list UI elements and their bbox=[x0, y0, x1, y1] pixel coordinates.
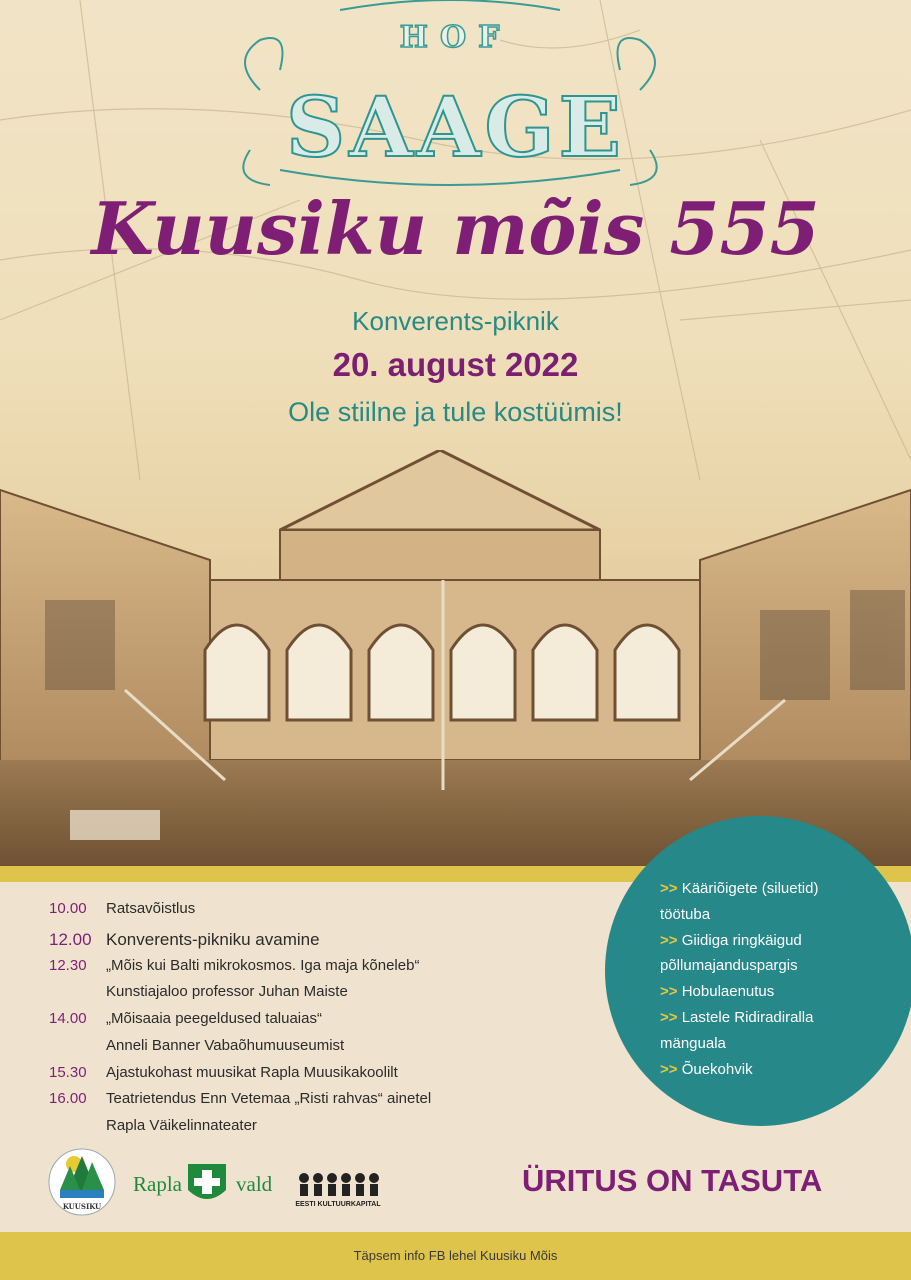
bullet-icon: >> bbox=[660, 1060, 678, 1078]
schedule-row bbox=[49, 900, 609, 923]
rapla-vald-logo bbox=[133, 1164, 273, 1199]
bullet-icon: >> bbox=[660, 880, 678, 897]
kultuurkapital-logo bbox=[295, 1173, 381, 1208]
schedule-detail: Kunstiajaloo professor Juhan Maiste bbox=[106, 983, 348, 1000]
kultuurkapital-text: EESTI KULTUURKAPITAL bbox=[295, 1201, 381, 1208]
schedule-time: 15.30 bbox=[49, 1064, 87, 1081]
schedule-event: Konverents-pikniku avamine bbox=[106, 930, 320, 949]
activities-list bbox=[660, 876, 870, 1082]
schedule-row bbox=[49, 930, 609, 957]
schedule-time: 14.00 bbox=[49, 1010, 87, 1027]
schedule-time: 10.00 bbox=[49, 900, 87, 917]
bullet-icon: >> bbox=[660, 1008, 678, 1026]
kuusiku-logo bbox=[49, 1149, 115, 1215]
kuusiku-logo-text: KUUSIKU bbox=[62, 1202, 102, 1211]
schedule-row bbox=[49, 957, 609, 983]
event-title: Kuusiku mõis 555 bbox=[91, 186, 820, 271]
bullet-icon: >> bbox=[660, 931, 678, 949]
event-subtitle: Konverents-piknik bbox=[352, 306, 559, 336]
event-motto: Ole stiilne ja tule kostüümis! bbox=[288, 397, 623, 427]
schedule-event: „Mõisaaia peegeldused taluaias“ bbox=[106, 1010, 322, 1027]
saage-heading: SAAGE bbox=[286, 80, 625, 176]
schedule-event: Ratsavõistlus bbox=[106, 900, 196, 917]
schedule-time: 12.00 bbox=[49, 930, 92, 949]
vald-text: vald bbox=[236, 1172, 273, 1196]
schedule bbox=[49, 898, 609, 1144]
schedule-row bbox=[49, 1090, 609, 1117]
activity-item: >> Giidiga ringkäigud põllumajanduspargis bbox=[660, 931, 802, 975]
bullet-icon: >> bbox=[660, 983, 678, 1001]
sponsor-logos bbox=[48, 1146, 388, 1220]
schedule-event: „Mõis kui Balti mikrokosmos. Iga maja kõneleb“ bbox=[106, 957, 420, 974]
schedule-detail: Anneli Banner Vabaõhumuuseumist bbox=[106, 1037, 345, 1054]
event-date: 20. august 2022 bbox=[332, 346, 579, 383]
rapla-text: Rapla bbox=[133, 1172, 182, 1196]
schedule-time: 16.00 bbox=[49, 1090, 87, 1107]
activity-item: >> Hobulaenutus bbox=[660, 983, 775, 1001]
manor-house-image bbox=[0, 450, 911, 866]
schedule-row bbox=[49, 1010, 609, 1037]
activity-item: >> Õuekohvik bbox=[660, 1060, 753, 1078]
footer-info: Täpsem info FB lehel Kuusiku Mõis bbox=[0, 1232, 911, 1280]
activity-item: >> Kääriõigete (siluetid) töötuba bbox=[660, 880, 819, 923]
schedule-event: Teatrietendus Enn Vetemaa „Risti rahvas“ ainetel bbox=[106, 1090, 432, 1107]
free-entry-text: ÜRITUS ON TASUTA bbox=[522, 1163, 823, 1198]
schedule-row bbox=[49, 1064, 609, 1090]
activity-item: >> Lastele Ridiradiralla mänguala bbox=[660, 1008, 814, 1052]
schedule-time: 12.30 bbox=[49, 957, 87, 974]
hof-heading: HOF bbox=[399, 20, 512, 55]
schedule-event: Ajastukohast muusikat Rapla Muusikakoolilt bbox=[106, 1064, 398, 1081]
schedule-detail: Rapla Väikelinnateater bbox=[106, 1117, 257, 1134]
